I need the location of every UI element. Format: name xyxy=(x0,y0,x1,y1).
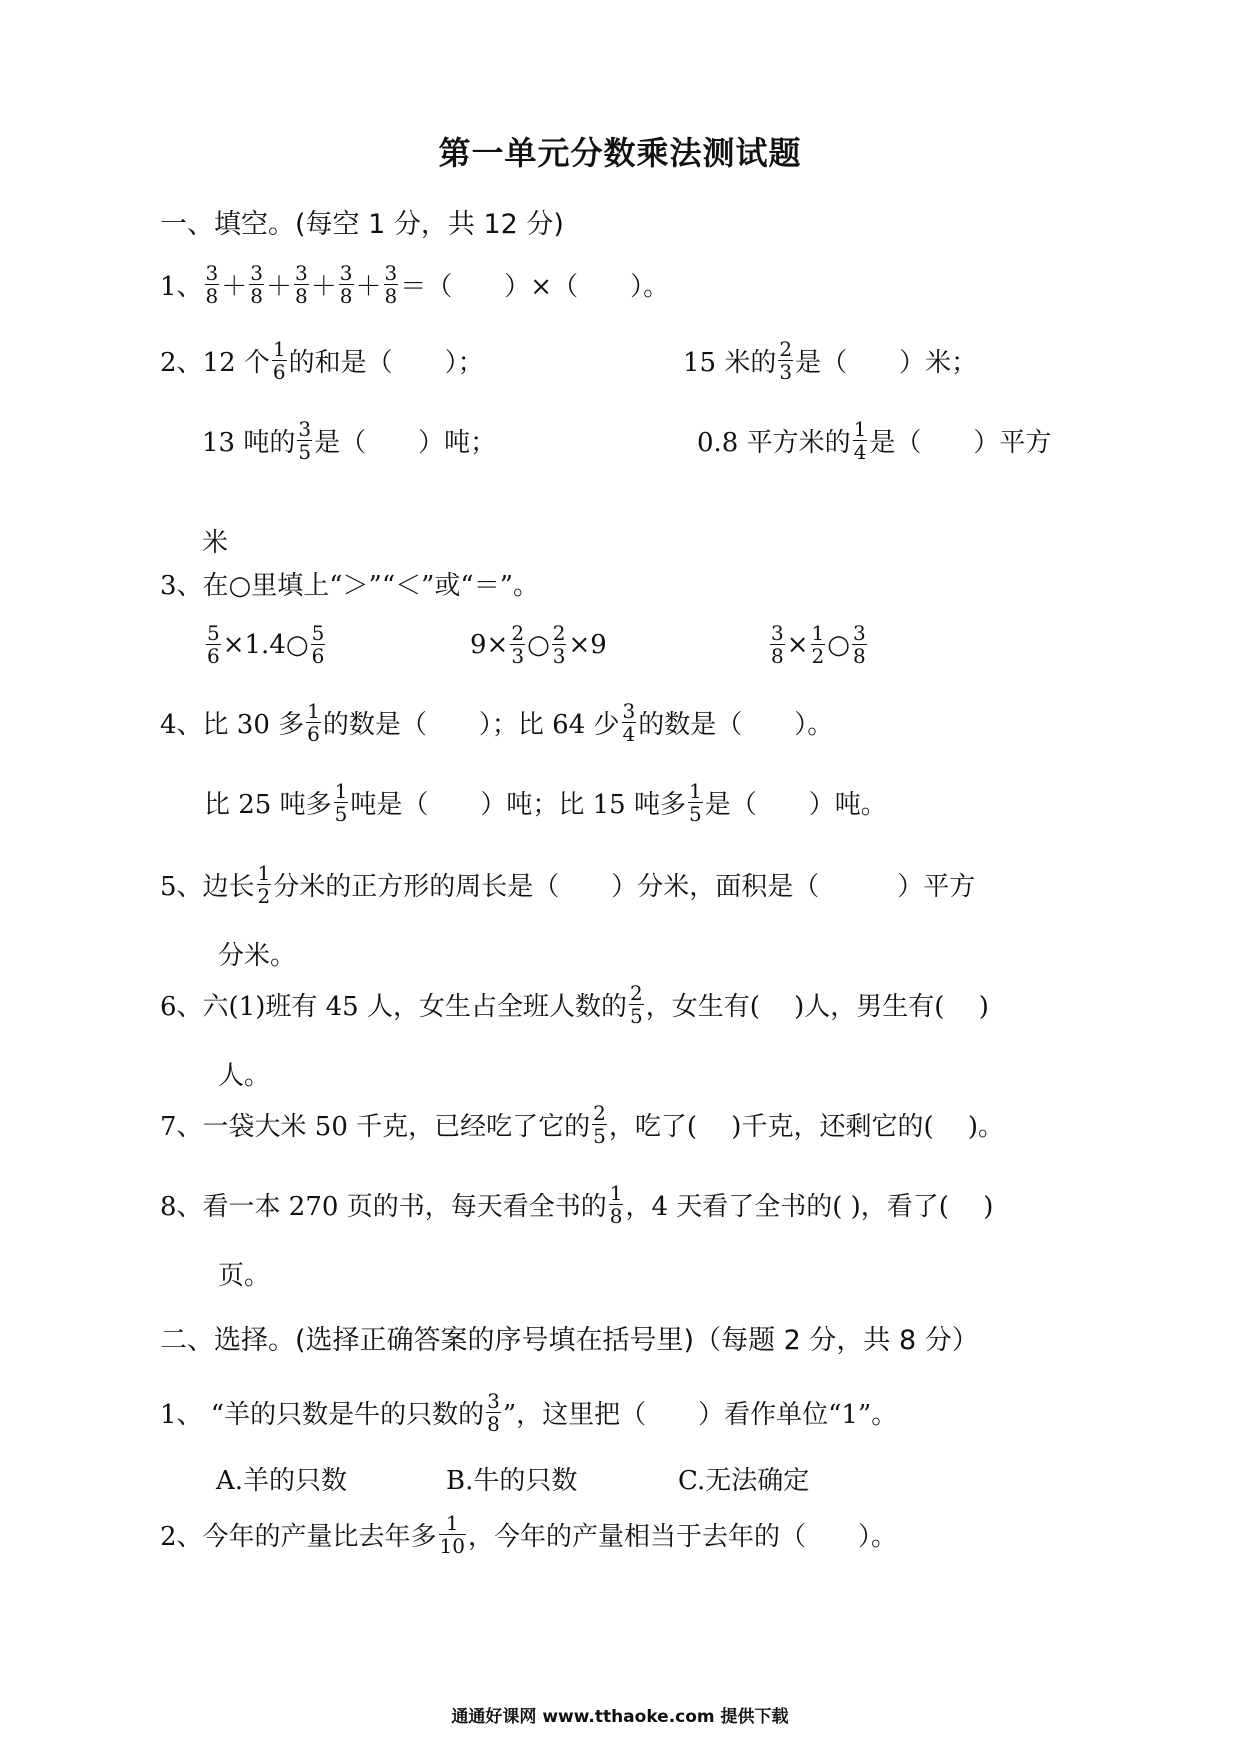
choice-1-option-a: A.羊的只数 xyxy=(216,1466,348,1496)
question-2c: 13 吨的 $\frac{3}{5}$ 是（ ）吨； xyxy=(202,417,497,464)
q1-fraction: $\frac{3}{8}$ xyxy=(250,261,264,308)
question-4a: 4、比 30 多 $\frac{1}{6}$ 的数是（ ）；比 64 少 $\frac{3}{4}$ 的数是（ ）。 xyxy=(160,699,834,746)
question-8-wrap: 页。 xyxy=(218,1261,271,1291)
question-2b: 15 米的 $\frac{2}{3}$ 是（ ）米； xyxy=(683,337,978,384)
q1-fraction: $\frac{3}{8}$ xyxy=(295,261,308,308)
q1-prefix: 1、 xyxy=(160,272,203,302)
question-2d: 0.8 平方米的 $\frac{1}{4}$ 是（ ）平方 xyxy=(697,417,1052,464)
choice-1-option-b: B.牛的只数 xyxy=(446,1466,578,1496)
question-6-wrap: 人。 xyxy=(218,1061,271,1091)
choice-2: 2、今年的产量比去年多 $\frac{1}{10}$ ，今年的产量相当于去年的（ ）。 xyxy=(160,1511,898,1558)
question-3-expr-2: 9× $\frac{2}{3}$ ○ $\frac{2}{3}$ ×9 xyxy=(470,621,607,668)
q1-fraction: $\frac{3}{8}$ xyxy=(339,261,353,308)
choice-1-option-c: C.无法确定 xyxy=(678,1466,810,1496)
question-5-wrap: 分米。 xyxy=(218,941,297,971)
question-2a: 2、 12 个 $\frac{1}{6}$ 的和是（ ）； xyxy=(160,337,484,384)
question-3-expr-1: $\frac{5}{6}$ ×1.4○ $\frac{5}{6}$ xyxy=(207,621,325,668)
question-2-wrap: 米 xyxy=(202,528,229,558)
question-3: 3、在○里填上“＞”“＜”或“＝”。 xyxy=(160,571,539,601)
q1-fraction: $\frac{3}{8}$ xyxy=(205,261,219,308)
question-4b: 比 25 吨多 $\frac{1}{5}$ 吨是（ ）吨；比 15 吨多 $\frac{1}{5}$ 是（ ）吨。 xyxy=(204,779,887,826)
question-5: 5、边长 $\frac{1}{2}$ 分米的正方形的周长是（ ）分米，面积是（ ）平方 xyxy=(160,861,976,908)
q1-tail: ＝（ ）×（ ）。 xyxy=(400,272,670,302)
section-fill-blank-heading: 一、填空。(每空 1 分，共 12 分) xyxy=(160,209,564,240)
choice-1: 1、 “羊的只数是牛的只数的 $\frac{3}{8}$ ”，这里把（ ）看作单位“1”。 xyxy=(160,1389,898,1436)
question-1: 1、 $\frac{3}{8}$ ＋ $\frac{3}{8}$ ＋ $\frac{3}{8}$ ＋ $\frac{3}{8}$ ＋ $\frac{3}{8}$ ＝（ ）×（ ）。 xyxy=(160,261,670,308)
footer-credit: 通通好课网 www.tthaoke.com 提供下载 xyxy=(451,1707,789,1727)
question-6: 6、六(1)班有 45 人，女生占全班人数的 $\frac{2}{5}$ ，女生有( )人，男生有( ) xyxy=(160,981,989,1028)
section-choice-heading: 二、选择。(选择正确答案的序号填在括号里)（每题 2 分，共 8 分） xyxy=(160,1325,979,1356)
question-7: 7、一袋大米 50 千克，已经吃了它的 $\frac{2}{5}$ ，吃了( )千克，还剩它的( )。 xyxy=(160,1101,1004,1148)
q1-fraction: $\frac{3}{8}$ xyxy=(384,261,398,308)
question-8: 8、看一本 270 页的书，每天看全书的 $\frac{1}{8}$ ，4 天看了全书的( )，看了( ) xyxy=(160,1181,994,1228)
page-title: 第一单元分数乘法测试题 xyxy=(438,134,802,172)
question-3-expr-3: $\frac{3}{8}$ × $\frac{1}{2}$ ○ $\frac{3}{8}$ xyxy=(771,621,866,668)
